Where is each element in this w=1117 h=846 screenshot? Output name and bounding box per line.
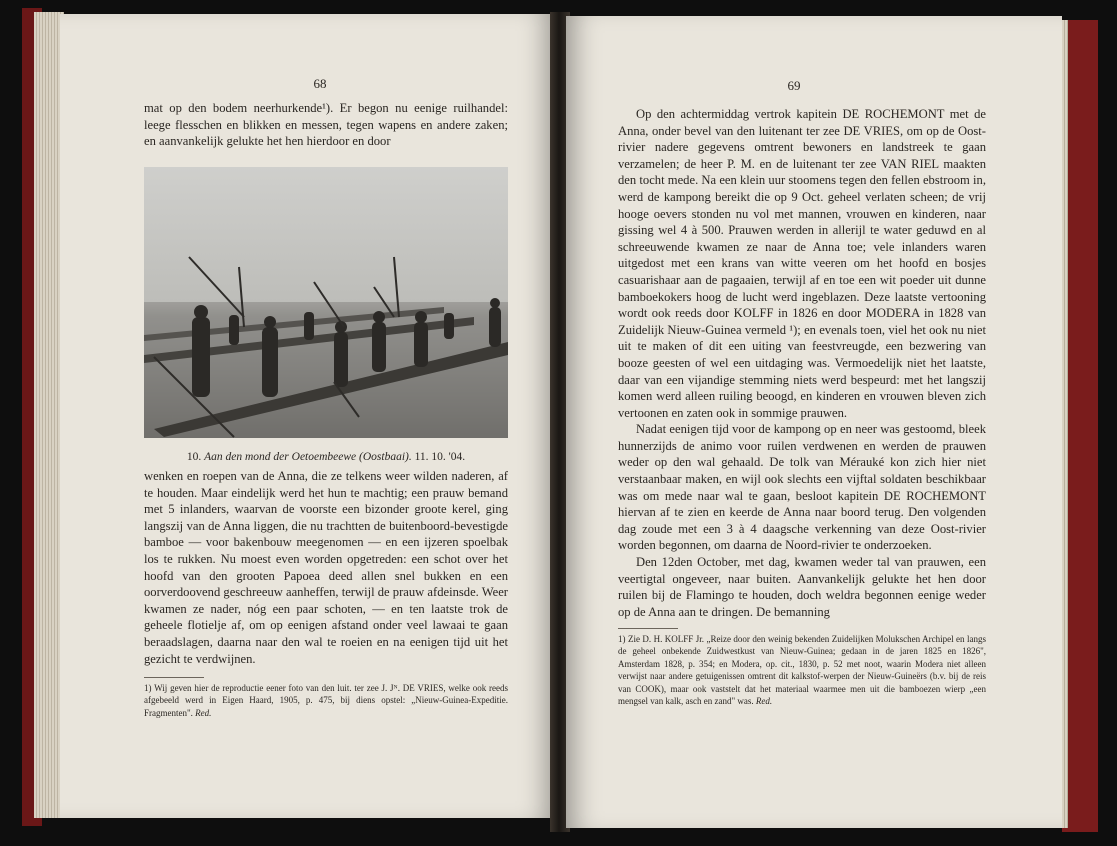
footnote-signature: Red. bbox=[755, 696, 773, 707]
caption-number: 10. bbox=[186, 451, 202, 463]
right-page bbox=[566, 16, 1062, 828]
caption-title: Aan den mond der Oetoembeewe (Oostbaai). bbox=[204, 451, 412, 463]
page-number: 68 bbox=[313, 76, 327, 91]
photo-illustration bbox=[144, 167, 508, 438]
continuation-text: wenken en roepen van de Anna, die ze telkens weer wilden naderen, af te houden. Maar eindelijk werd het hun te machtig; een prauw bemand met 5 inlanders, waarvan de voorste een bizonder groote kerel, ging langszij van de Anna liggen, die nu trachtten de buitenboord-bevestigde bamboe — voor bakenbouw meegenomen — en een ijzeren spoelbak los te rukken. Nu moest even worden opgetreden: een schot over het hoofd van den grooten Papoea deed allen snel bukken en een oorverdoovend geschreeuw aanheffen, terwijl de prauw afdeinsde. Weer kwamen ze nader, nóg een paar schoten, — en ten laatste trok de geheele flotielje af, om op eenigen afstand onder veel lawaai te gaan beraadslagen, daarna naar den wal te roeien en na eenigen tijd uit het gezicht te verdwijnen. bbox=[144, 469, 508, 666]
left-page bbox=[60, 14, 554, 818]
top-paragraph-text: mat op den bodem neerhurkende¹). Er begon nu eenige ruilhandel: leege flesschen en blikken en messen, tegen wapens en andere zaken; en aanvankelijk gelukte het hen hierdoor en door bbox=[144, 101, 508, 149]
footnote-text: 1) Zie D. H. KOLFF Jr. „Reize door den weinig bekenden Zuidelijken Molukschen Archipel en langs de geheel onbekende Zuidwestkust van Nieuw-Guinea; gedaan in de jaren 1825 en 1826", Amsterdam 1828, p. 354; en Modera, op. cit., 1830, p. 52 met noot, waarin Modera niet alleen verwijst naar andere getuigenissen omtrent dit kalkstof-werpen der Nieuw-Guineërs (b.v. bij de reis van COOK), maar ook vaststelt dat het materiaal waarmee men uit die bamboezen wierp „een mengsel van kalk, asch en zand" was. bbox=[618, 634, 986, 707]
footnote-rule bbox=[144, 677, 204, 678]
footnote bbox=[618, 633, 986, 707]
photo-caption bbox=[144, 451, 508, 463]
caption-date: 11. 10. '04. bbox=[414, 451, 466, 463]
paragraph-1: Op den achtermiddag vertrok kapitein DE ROCHEMONT met de Anna, onder bevel van den luitenant ter zee DE VRIES, om op de Oost-rivier nadere gegevens omtrent bewoners en landstreek te gaan verzamelen; de heer P. M. en de luitenant ter zee VAN RIEL maakten den tocht mede. Na een klein uur stoomens tegen den fellen ebstroom in, werd de kampong bereikt die op 9 Oct. geheel verlaten scheen; de vrij hooge oevers stonden nu vol met mannen, vrouwen en kinderen, naar gissing wel 4 à 500. Prauwen werden in allerijl te water geduwd en al schreeuwende kwamen ze naar de Anna toe; vele inlanders waren uitgedost met een krans van witte veeren om het hoofd en bosjes casuarishaar aan de pagaaien, terwijl af en toe een wit poeder uit dunne bamboekokers hoog de lucht werd ingeblazen. Deze laatste vertooning wordt ook reeds door KOLFF in 1826 en door MODERA in 1828 van Zuidelijk Nieuw-Guinea vermeld ¹); en evenals toen, viel het ook nu niet uit te maken of dit een uiting van feestvreugde, een bezwering van booze geesten of wel een uitdaging was. Vermoedelijk niet het laatste, daar van een vijandige stemming niets werd bespeurd: met het langszij komen werd alleen ruiling beoogd, en kinderen en vrouwen bleven zich vertoonen en zaten ook in sommige prauwen. bbox=[618, 107, 986, 420]
main-text bbox=[618, 106, 986, 620]
canoe-photograph bbox=[144, 167, 508, 438]
footnote-rule bbox=[618, 628, 678, 629]
top-paragraph bbox=[144, 100, 508, 150]
continuation-paragraph bbox=[144, 468, 508, 667]
footnote-signature: Red. bbox=[195, 707, 212, 718]
page-number: 69 bbox=[787, 78, 801, 93]
paragraph-2: Nadat eenigen tijd voor de kampong op en neer was gestoomd, bleek hunnerzijds de animo voor ruilen verdwenen en werden de prauwen weder op den wal gehaald. De tolk van Mérauké kon zich hier niet verstaanbaar maken, en wijl ook slechts een vijftal soldaten beschikbaar was om mede naar wal te gaan, besloot kapitein DE ROCHEMONT hiervan af te zien en keerde de Anna naar boord terug. Den volgenden dag zoude met een 3 à 4 daagsche verkenning van deze Oost-rivier worden begonnen, om daarna de Noord-rivier te onderzoeken. bbox=[618, 422, 986, 553]
footnote-text: 1) Wij geven hier de reproductie eener foto van den luit. ter zee J. Jᴺ. DE VRIES, welke ook reeds afgebeeld werd in Eigen Haard, 1905, p. 475, bij diens opstel: „Nieuw-Guinea-Expeditie. Fragmenten". bbox=[144, 683, 508, 718]
footnote bbox=[144, 682, 508, 719]
paragraph-3: Den 12den October, met dag, kwamen weder tal van prauwen, een veertigtal ongeveer, naar buiten. Aanvankelijk gelukte het hen door ruilen bij de Flamingo te houden, doch weldra begonnen eenige weder op de Anna aan te dringen. De bemanning bbox=[618, 555, 986, 619]
